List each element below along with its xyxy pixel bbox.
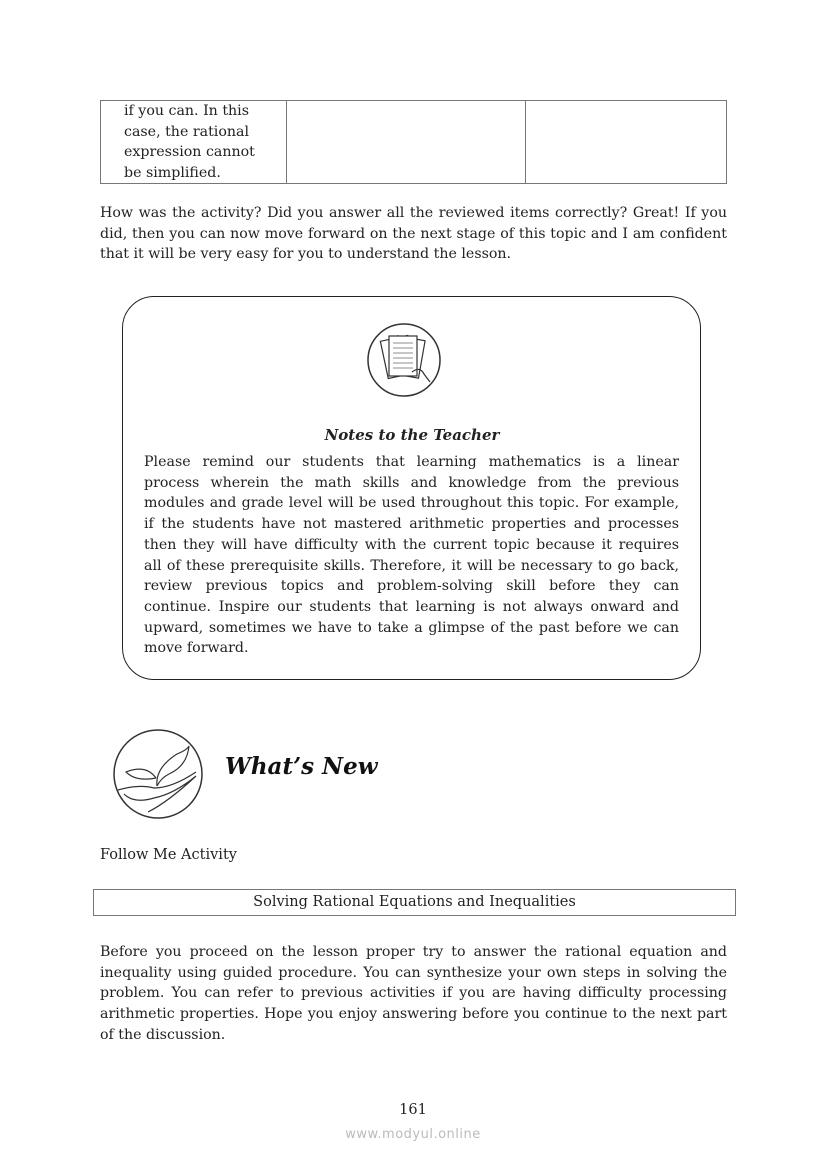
cell-line: be simplified. [124,164,221,181]
cell-line: expression cannot [124,144,255,160]
text-line: problem. You can refer to previous activities if you are having difficulty processing [100,985,727,1002]
section-title: What’s New [225,753,378,780]
text-line: if the students have not mastered arithmetic properties and processes [144,516,679,533]
table-cell-text [101,101,287,184]
papers-icon [366,322,442,398]
table-cell-empty [287,101,526,184]
text-line: continue. Inspire our students that learning is not always onward and [144,598,679,615]
notes-paragraph [144,452,679,659]
watermark: www.modyul.online [345,1127,481,1142]
text-line: modules and grade level will be used throughout this topic. For example, [144,495,679,512]
text-line: did, then you can now move forward on the next stage of this topic and I am confident [100,225,727,242]
review-table [100,100,727,184]
text-line: process wherein the math skills and knowledge from the previous [144,474,679,491]
notes-title: Notes to the Teacher [324,426,500,444]
activity-heading-box: Solving Rational Equations and Inequalities [93,889,736,916]
cell-line: case, the rational [124,123,249,140]
closing-paragraph [100,942,727,1046]
page-number: 161 [399,1102,427,1118]
text-line: inequality using guided procedure. You can synthesize your own steps in solving the [100,964,727,981]
text-line: arithmetic properties. Hope you enjoy answering before you continue to the next part [100,1006,727,1023]
text-line: upward, sometimes we have to take a glimpse of the past before we can [144,619,679,636]
activity-label: Follow Me Activity [100,847,237,863]
text-line: move forward. [144,640,249,657]
table-cell-empty [526,101,727,184]
text-line: Before you proceed on the lesson proper try to answer the rational equation and [100,944,727,960]
text-line: review previous topics and problem-solving skill before they can [144,578,679,595]
intro-paragraph [100,203,727,265]
text-line: that it will be very easy for you to understand the lesson. [100,246,512,263]
text-line: of the discussion. [100,1026,226,1043]
text-line: then they will have difficulty with the current topic because it requires [144,536,679,553]
plant-in-hand-icon [112,728,204,820]
cell-line: if you can. In this [124,103,249,119]
text-line: How was the activity? Did you answer all the reviewed items correctly? Great! If you [100,205,727,221]
text-line: Please remind our students that learning mathematics is a linear [144,454,679,470]
text-line: all of these prerequisite skills. Therefore, it will be necessary to go back, [144,557,679,574]
